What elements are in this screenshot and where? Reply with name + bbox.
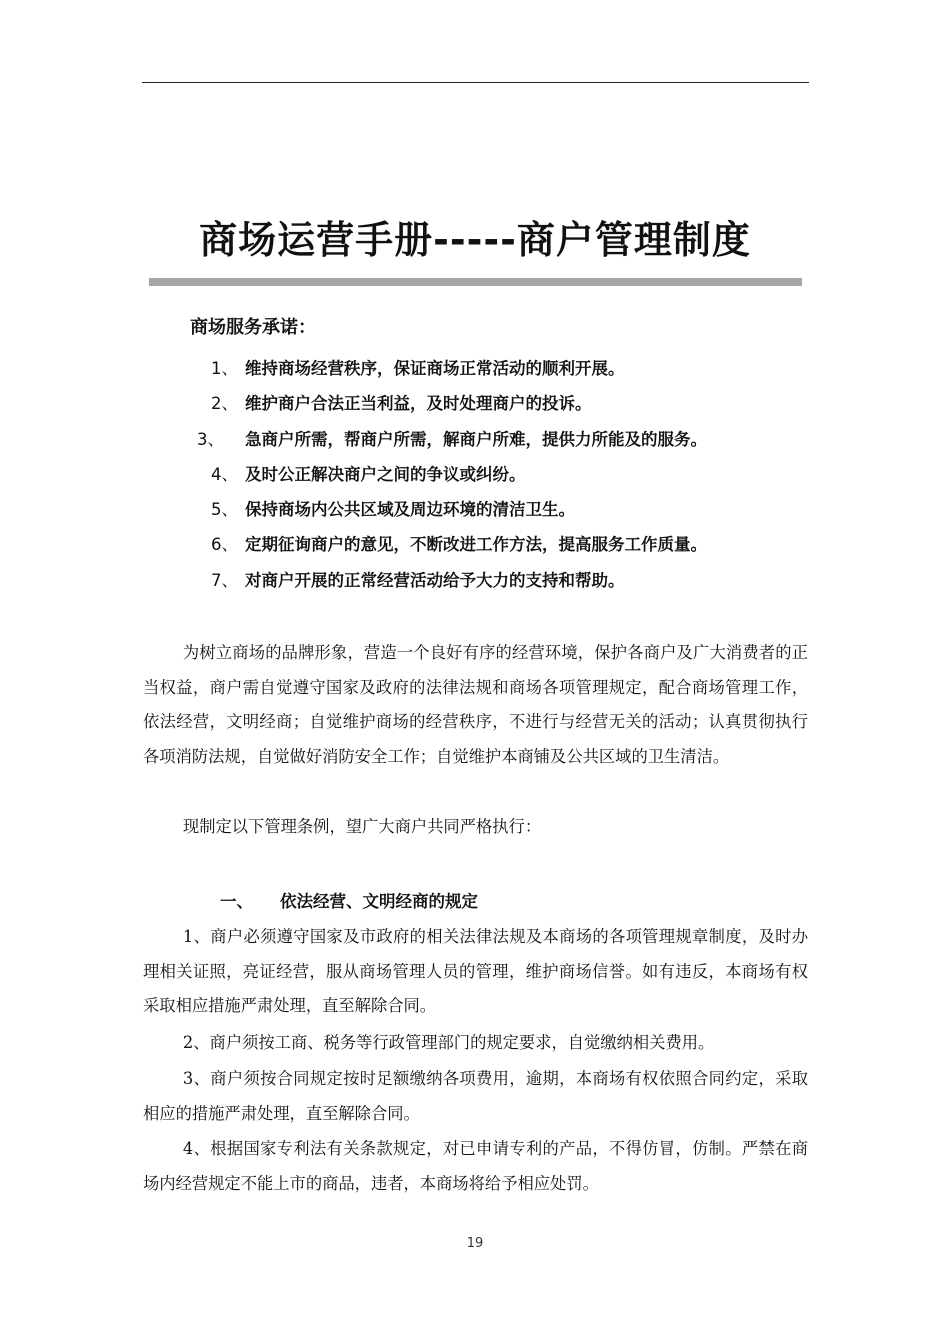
page-number: 19: [466, 1236, 484, 1251]
promise-number: 4、: [211, 464, 238, 484]
promise-number: 6、: [211, 535, 238, 555]
promise-text: 保持商场内公共区域及周边环境的清洁卫生。: [245, 500, 575, 520]
rule-paragraph: 2、商户须按工商、税务等行政管理部门的规定要求，自觉缴纳相关费用。: [182, 1033, 715, 1052]
rule-paragraph: 3、商户须按合同规定按时足额缴纳各项费用，逾期，本商场有权依照合同约定，采取相应的措施严肃处理，直至解除合同。: [143, 1069, 808, 1123]
rule-paragraph: 4、根据国家专利法有关条款规定，对已申请专利的产品，不得仿冒，仿制。严禁在商场内经营规定不能上市的商品，违者，本商场将给予相应处罚。: [143, 1139, 808, 1193]
promise-heading: 商场服务承诺：: [190, 317, 316, 338]
promise-item: [0, 567, 950, 602]
promise-item: [0, 355, 950, 390]
section-number: 一、: [220, 892, 253, 911]
intro-statement: 现制定以下管理条例，望广大商户共同严格执行：: [182, 817, 542, 836]
promise-item: [0, 426, 950, 461]
promise-number: 3、: [197, 429, 224, 449]
promise-text: 维护商户合法正当利益，及时处理商户的投诉。: [245, 394, 592, 414]
document-title: 商场运营手册-----商户管理制度: [199, 218, 751, 262]
title-underline-bar: [149, 278, 802, 286]
promise-number: 5、: [211, 500, 238, 520]
rule-paragraph: 1、商户必须遵守国家及市政府的相关法律法规及本商场的各项管理规章制度，及时办理相关证照，亮证经营，服从商场管理人员的管理，维护商场信誉。如有违反，本商场有权采取相应措施严肃处理，直至解除合同。: [143, 927, 808, 1015]
promise-item: [0, 531, 950, 566]
promise-item: [0, 390, 950, 425]
promise-item: [0, 461, 950, 496]
promise-number: 7、: [211, 570, 238, 590]
promise-text: 及时公正解决商户之间的争议或纠纷。: [245, 464, 526, 484]
promise-text: 维持商场经营秩序，保证商场正常活动的顺利开展。: [245, 359, 625, 378]
intro-paragraph: 为树立商场的品牌形象，营造一个良好有序的经营环境，保护各商户及广大消费者的正当权益，商户需自觉遵守国家及政府的法律法规和商场各项管理规定，配合商场管理工作，依法经营，文明经商；自觉维护商场的经营秩序，不进行与经营无关的活动；认真贯彻执行各项消防法规，自觉做好消防安全工作；自觉维护本商铺及公共区域的卫生清洁。: [143, 643, 808, 766]
promise-number: 2、: [211, 394, 238, 414]
promise-text: 定期征询商户的意见，不断改进工作方法，提高服务工作质量。: [245, 535, 707, 555]
section-title: 依法经营、文明经商的规定: [280, 892, 478, 911]
promise-list: [0, 355, 950, 602]
promise-number: 1、: [211, 359, 238, 378]
header-rule: [142, 82, 809, 83]
section-heading: [220, 888, 478, 916]
promise-text: 对商户开展的正常经营活动给予大力的支持和帮助。: [245, 570, 625, 590]
promise-text: 急商户所需，帮商户所需，解商户所难，提供力所能及的服务。: [245, 429, 707, 449]
promise-item: [0, 496, 950, 531]
